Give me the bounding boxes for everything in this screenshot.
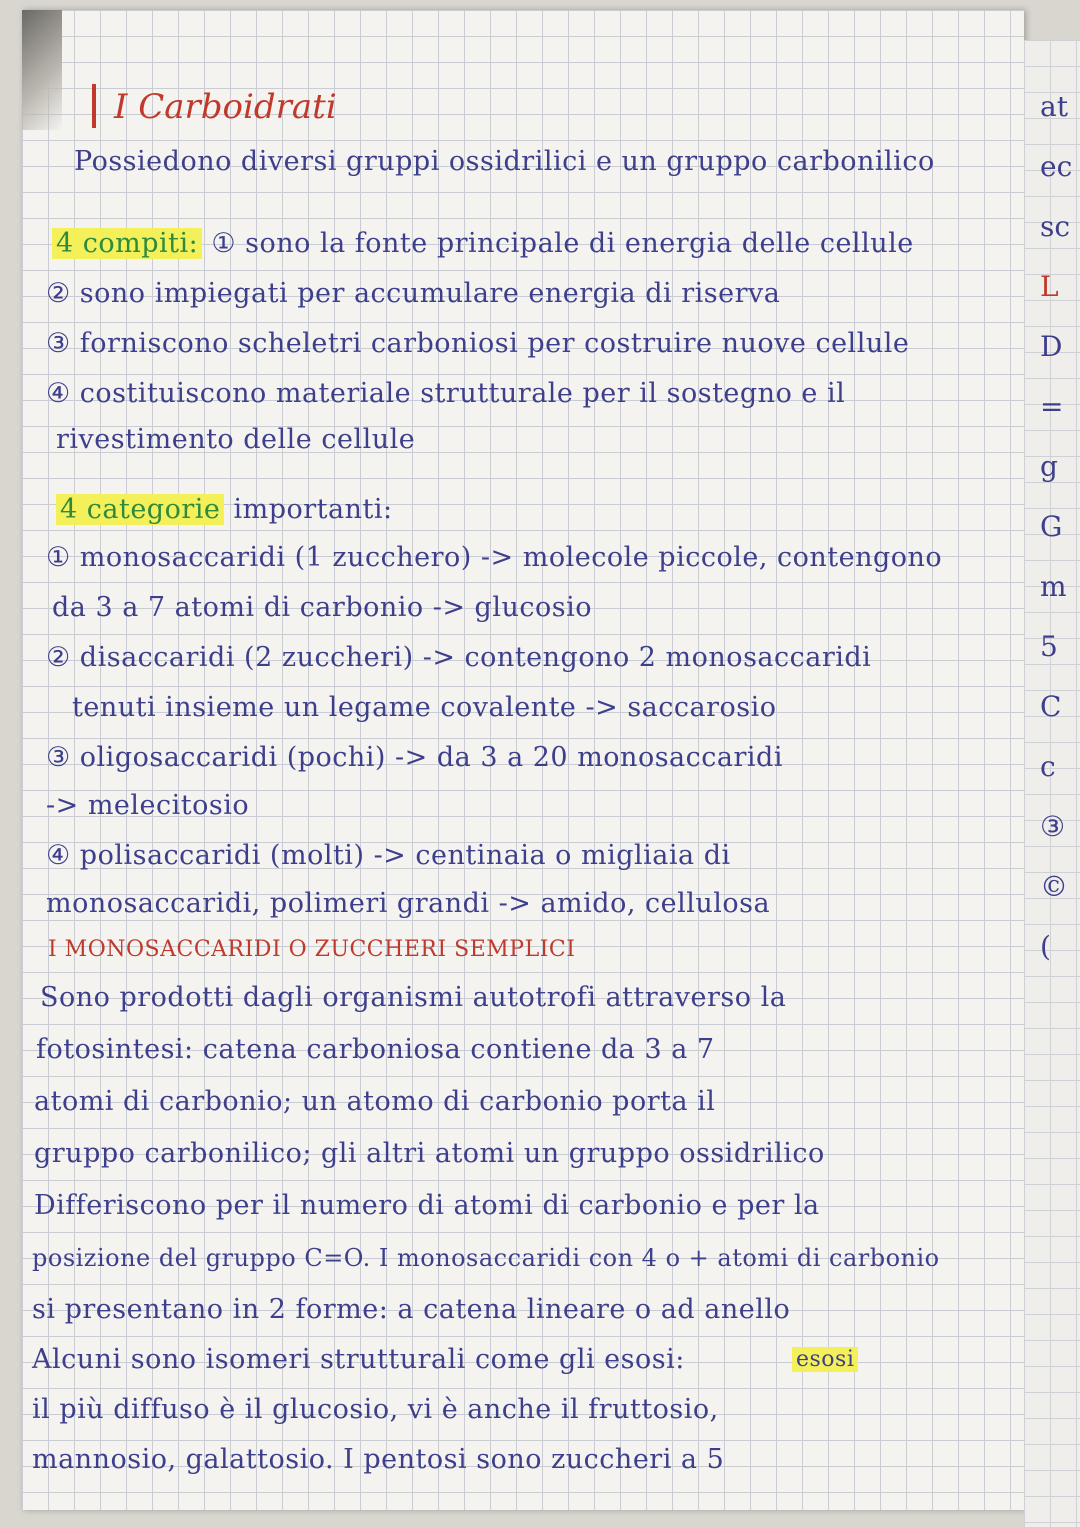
page-title xyxy=(92,84,337,128)
para-line-8 xyxy=(32,1340,685,1380)
categoria-3: ③ oligosaccaridi (pochi) -> da 3 a 20 monosaccaridi xyxy=(46,742,783,773)
categoria-2-cont: tenuti insieme un legame covalente -> saccarosio xyxy=(72,692,777,723)
para-line-1: Sono prodotti dagli organismi autotrofi attraverso la xyxy=(40,982,787,1013)
page-corner-shadow xyxy=(22,10,62,130)
para-line-6: posizione del gruppo C=O. I monosaccaridi con 4 o + atomi di carbonio xyxy=(32,1244,940,1272)
categorie-rest: importanti: xyxy=(224,494,393,525)
compiti-3: ③ forniscono scheletri carboniosi per costruire nuove cellule xyxy=(46,328,910,359)
para-line-3: atomi di carbonio; un atomo di carbonio porta il xyxy=(34,1086,716,1117)
margin-glyph: ( xyxy=(1040,930,1051,963)
margin-glyph: G xyxy=(1040,510,1063,543)
margin-glyph: 5 xyxy=(1040,630,1058,663)
section-subheading: I MONOSACCARIDI O ZUCCHERI SEMPLICI xyxy=(48,937,576,962)
para-line-7: si presentano in 2 forme: a catena lineare o ad anello xyxy=(32,1294,791,1325)
para-line-10: mannosio, galattosio. I pentosi sono zuccheri a 5 xyxy=(32,1444,725,1475)
para-line-8-text: Alcuni sono isomeri strutturali come gli esosi: xyxy=(32,1344,685,1375)
margin-glyph: ec xyxy=(1040,150,1073,183)
margin-glyph: c xyxy=(1040,750,1056,783)
esosi-mark: esosi xyxy=(792,1347,858,1372)
margin-glyph: L xyxy=(1040,270,1059,303)
margin-glyph: = xyxy=(1040,390,1064,423)
compiti-label: 4 compiti: xyxy=(52,228,202,259)
categoria-2: ② disaccaridi (2 zuccheri) -> contengono 2 monosaccaridi xyxy=(46,642,872,673)
title-text: I Carboidrati xyxy=(114,87,337,127)
margin-glyph: sc xyxy=(1040,210,1071,243)
categoria-4: ④ polisaccaridi (molti) -> centinaia o migliaia di xyxy=(46,840,731,871)
margin-glyph: D xyxy=(1040,330,1063,363)
categoria-1: ① monosaccaridi (1 zucchero) -> molecole piccole, contengono xyxy=(46,542,943,573)
compiti-4: ④ costituiscono materiale strutturale per il sostegno e il xyxy=(46,378,846,409)
categorie-label: 4 categorie xyxy=(56,494,224,525)
compiti-2: ② sono impiegati per accumulare energia di riserva xyxy=(46,278,781,309)
compiti-4-cont: rivestimento delle cellule xyxy=(56,424,416,455)
categoria-3-cont: -> melecitosio xyxy=(46,790,250,821)
categorie-heading xyxy=(56,490,393,530)
para-line-9: il più diffuso è il glucosio, vi è anche il fruttosio, xyxy=(32,1394,719,1425)
margin-glyph: ③ xyxy=(1040,810,1066,843)
para-line-2: fotosintesi: catena carboniosa contiene da 3 a 7 xyxy=(36,1034,715,1065)
categoria-1-cont: da 3 a 7 atomi di carbonio -> glucosio xyxy=(52,592,592,623)
margin-glyph: at xyxy=(1040,90,1068,123)
compiti-line-1 xyxy=(52,224,914,264)
notebook-page xyxy=(22,10,1024,1510)
margin-glyph: g xyxy=(1040,450,1058,483)
margin-glyph: C xyxy=(1040,690,1062,723)
adjacent-page-margin-text xyxy=(1040,90,1080,990)
para-line-4: gruppo carbonilico; gli altri atomi un gruppo ossidrilico xyxy=(34,1138,825,1169)
margin-glyph: © xyxy=(1040,870,1068,903)
compiti-1: ① sono la fonte principale di energia delle cellule xyxy=(211,228,914,259)
margin-glyph: m xyxy=(1040,570,1067,603)
title-bar xyxy=(92,84,96,128)
categoria-4-cont: monosaccaridi, polimeri grandi -> amido, cellulosa xyxy=(46,888,771,919)
note-line-1: Possiedono diversi gruppi ossidrilici e un gruppo carbonilico xyxy=(74,146,935,177)
para-line-5: Differiscono per il numero di atomi di carbonio e per la xyxy=(34,1190,820,1221)
highlight-esosi xyxy=(792,1340,858,1380)
